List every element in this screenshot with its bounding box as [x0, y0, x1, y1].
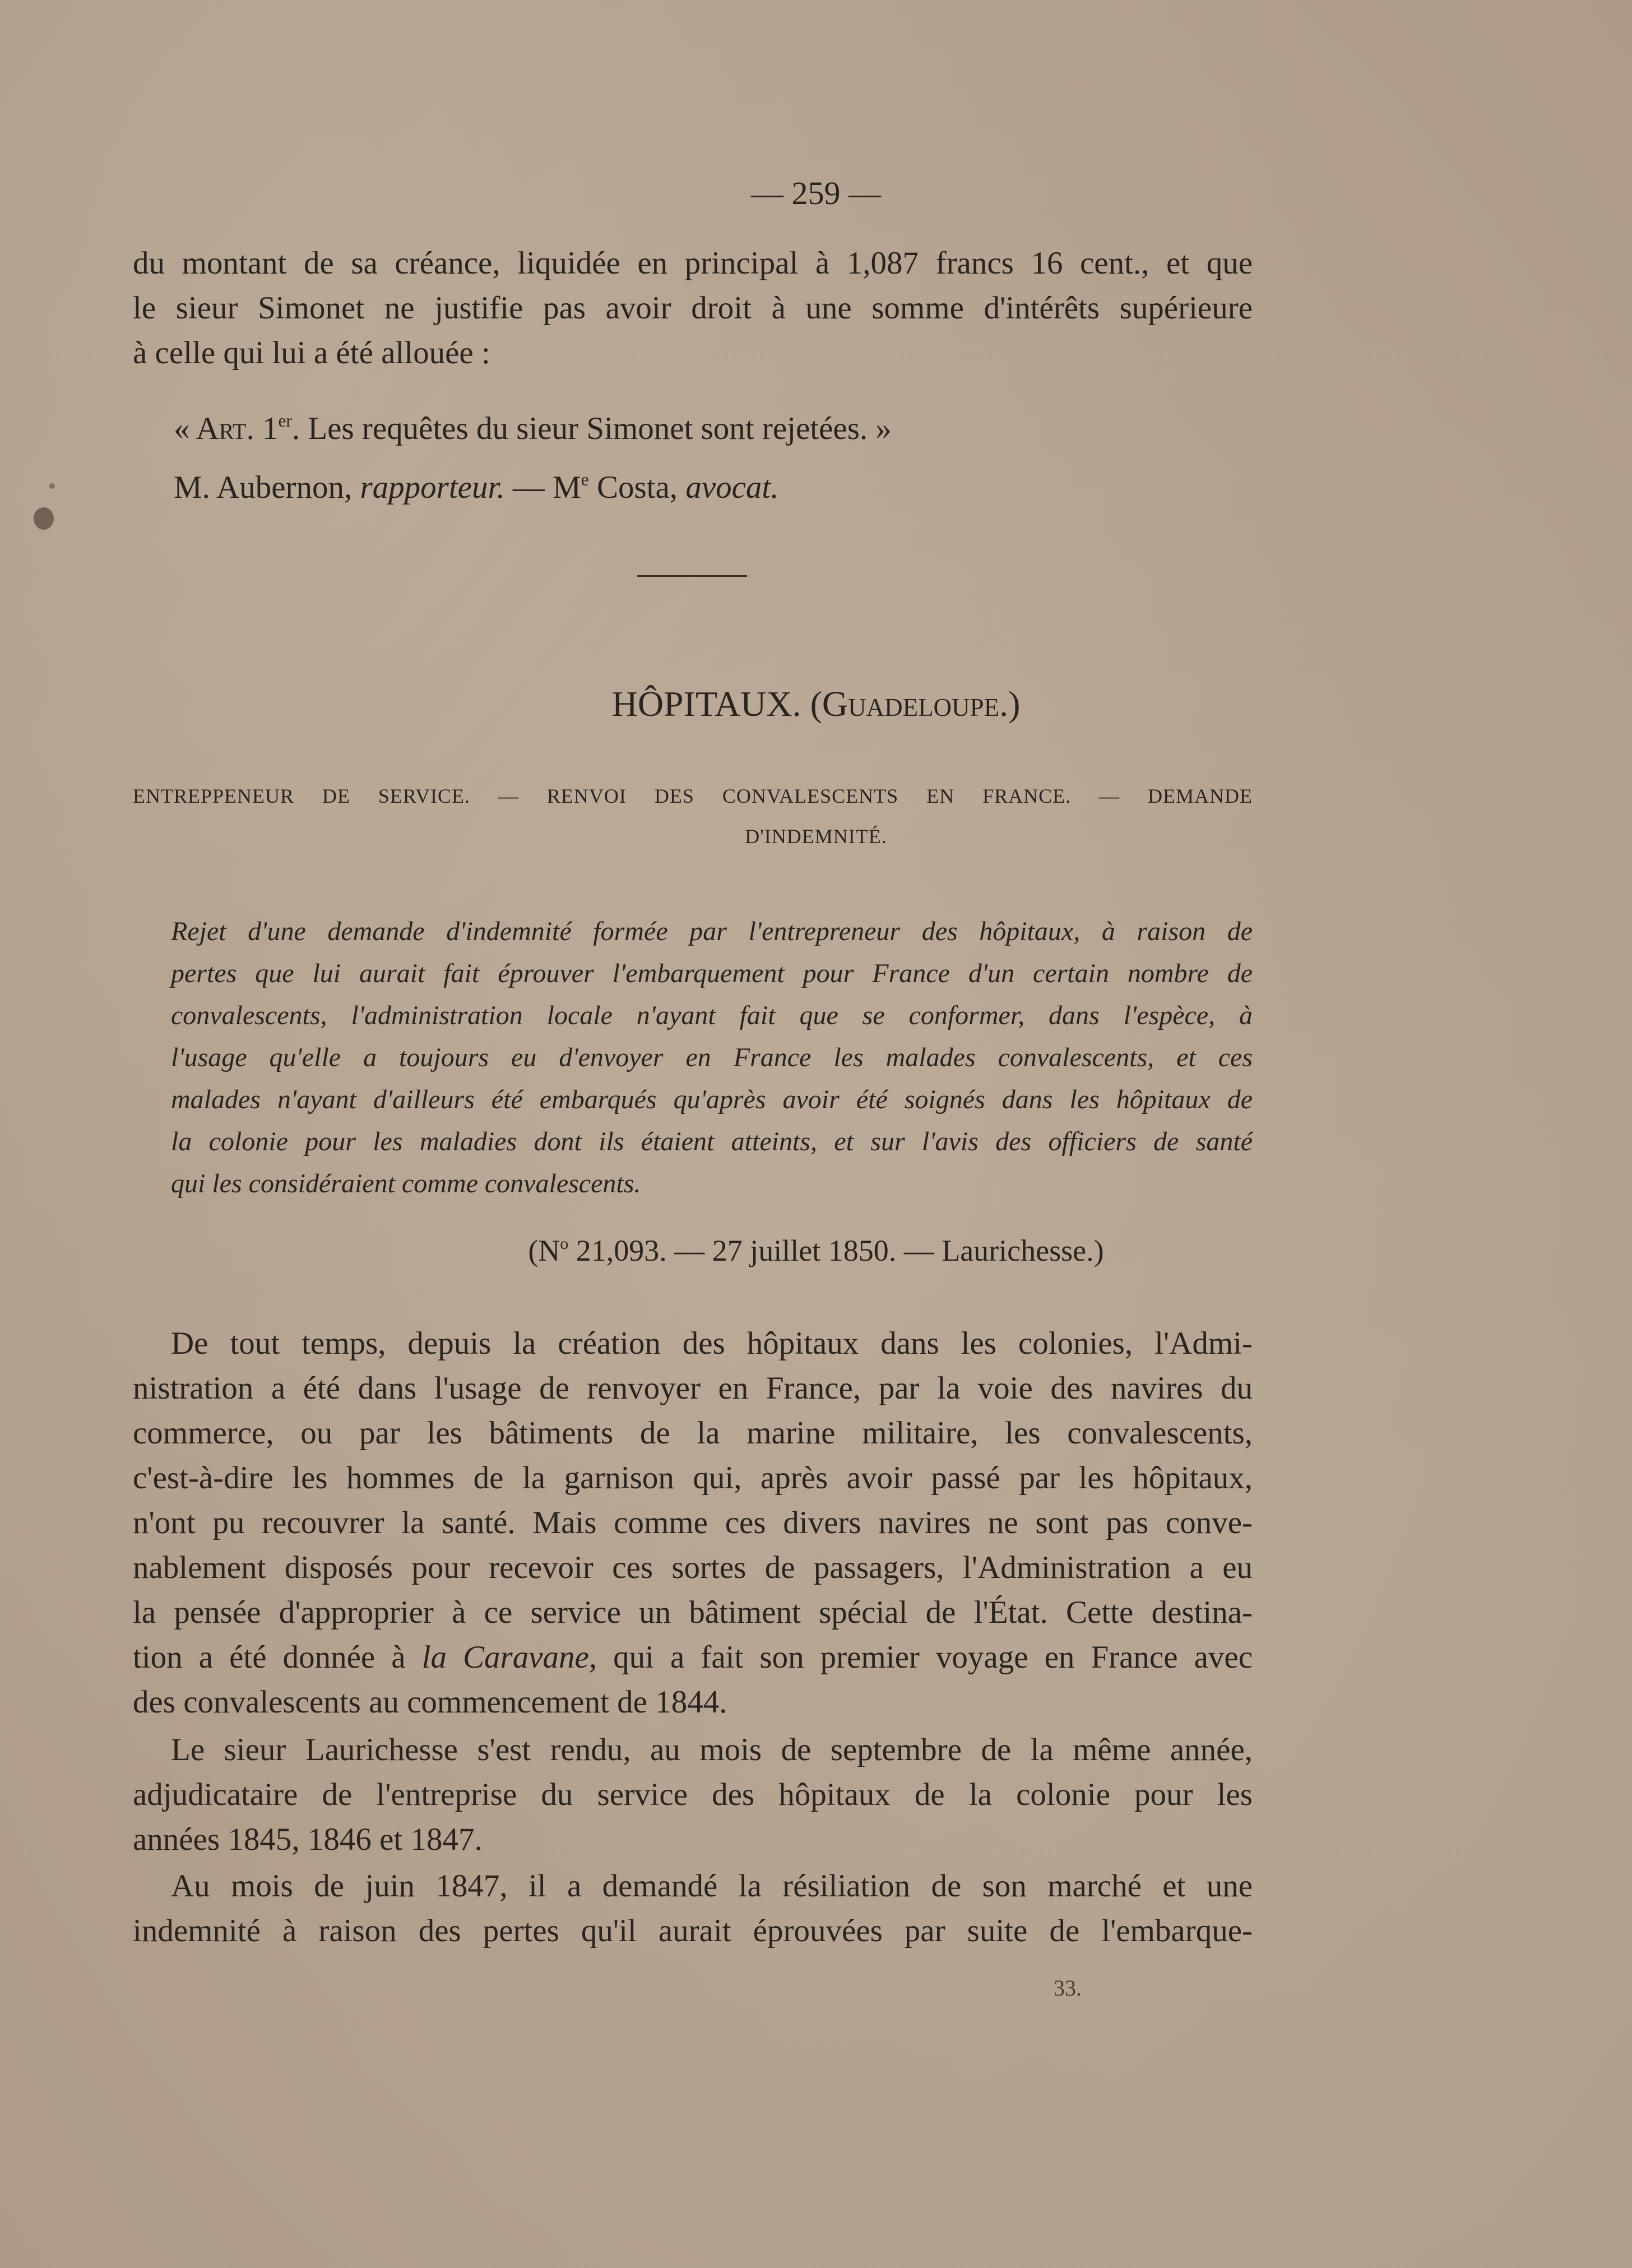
text-line [133, 1638, 1253, 1677]
section-title-sub: (Guadeloupe.) [810, 684, 1021, 724]
subheading-line: ENTREPPENEUR DE SERVICE. — RENVOI DES CONVALESCENTS EN FRANCE. — DEMANDE [133, 785, 1253, 807]
text-line: De tout temps, depuis la création des hôpitaux dans les colonies, l'Admi- [171, 1326, 1253, 1361]
text-line: Au mois de juin 1847, il a demandé la résiliation de son marché et une [171, 1868, 1253, 1904]
text-line: indemnité à raison des pertes qu'il aurait éprouvées par suite de l'embarque- [133, 1913, 1253, 1948]
ink-smudge [49, 483, 55, 489]
summary-line: pertes que lui aurait fait éprouver l'embarquement pour France d'un certain nombre de [171, 959, 1253, 988]
avocat-surname: Costa, [596, 470, 678, 505]
reference-prefix: (N [528, 1234, 560, 1267]
summary-line: qui les considéraient comme convalescents. [171, 1169, 641, 1198]
article-sup: er [278, 411, 292, 431]
text-line: n'ont pu recouvrer la santé. Mais comme ces divers navires ne sont pas conve- [133, 1505, 1253, 1540]
text-line: c'est-à-dire les hommes de la garnison qui, après avoir passé par les hôpitaux, [133, 1460, 1253, 1496]
summary-line: Rejet d'une demande d'indemnité formée par l'entrepreneur des hôpitaux, à raison de [171, 917, 1253, 946]
text-line: adjudicataire de l'entreprise du service des hôpitaux de la colonie pour les [133, 1777, 1253, 1812]
text-line: des convalescents au commencement de 1844. [133, 1684, 727, 1720]
text-line: du montant de sa créance, liquidée en principal à 1,087 francs 16 cent., et que [133, 246, 1253, 281]
text-line: à celle qui lui a été allouée : [133, 335, 490, 371]
article-line [174, 409, 1295, 448]
section-title-main: HÔPITAUX. [611, 684, 801, 724]
text-line: Le sieur Laurichesse s'est rendu, au mois de septembre de la même année, [171, 1732, 1253, 1767]
subheading-line: D'INDEMNITÉ. [745, 825, 887, 848]
rapporteur-role: rapporteur. [360, 470, 505, 505]
summary-line: malades n'ayant d'ailleurs été embarqués qu'après avoir été soignés dans les hôpitaux de [171, 1085, 1253, 1114]
text-segment: qui a fait son premier voyage en France avec [597, 1640, 1253, 1675]
text-line: la pensée d'approprier à ce service un bâtiment spécial de l'État. Cette destina- [133, 1595, 1253, 1630]
reference-text: 21,093. — 27 juillet 1850. — Laurichesse.) [568, 1234, 1104, 1267]
page-number: — 259 — [751, 175, 881, 211]
avocat-role: avocat. [685, 470, 779, 505]
article-text: . Les requêtes du sieur Simonet sont rejetées. » [291, 411, 892, 446]
summary-line: convalescents, l'administration locale n'ayant fait que se conformer, dans l'espèce, à [171, 1001, 1253, 1030]
summary-line: la colonie pour les maladies dont ils étaient atteints, et sur l'avis des officiers de santé [171, 1127, 1253, 1156]
reference-sup: o [560, 1235, 569, 1253]
text-line: années 1845, 1846 et 1847. [133, 1822, 483, 1857]
ink-smudge [34, 507, 54, 530]
text-segment: tion a été donnée à [133, 1640, 422, 1675]
decision-reference [0, 1231, 1632, 1270]
avocat-sup: e [581, 470, 589, 490]
text-line: le sieur Simonet ne justifie pas avoir droit à une somme d'intérêts supérieure [133, 290, 1253, 326]
article-prefix: « Art. 1 [174, 411, 279, 446]
avocat-title: M [553, 470, 581, 505]
signature-mark: 33. [1054, 1975, 1082, 2001]
section-title [0, 682, 1632, 726]
summary-line: l'usage qu'elle a toujours eu d'envoyer en France les malades convalescents, et ces [171, 1043, 1253, 1072]
text-line: nistration a été dans l'usage de renvoyer en France, par la voie des navires du [133, 1371, 1253, 1406]
credits-line [174, 468, 1295, 507]
text-line: nablement disposés pour recevoir ces sortes de passagers, l'Administration a eu [133, 1550, 1253, 1585]
credits-separator: — [512, 470, 545, 505]
section-divider [637, 575, 747, 577]
rapporteur-name: M. Aubernon, [174, 470, 353, 505]
ship-name: la Caravane, [421, 1640, 597, 1675]
text-line: commerce, ou par les bâtiments de la marine militaire, les convalescents, [133, 1415, 1253, 1451]
